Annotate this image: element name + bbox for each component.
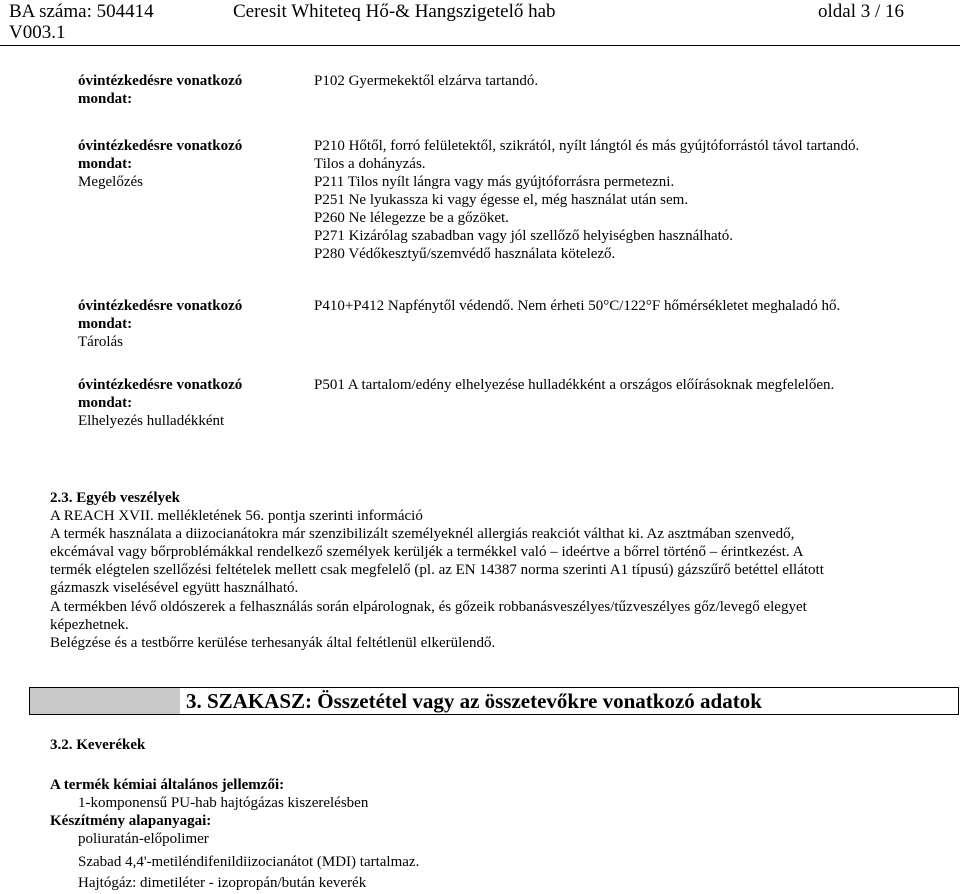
chemical-characterization-label: A termék kémiai általános jellemzői: xyxy=(50,777,285,793)
precaution-statements-prevention: P210 Hőtől, forró felületektől, szikrától, nyílt lángtól és más gyújtóforrástól távol tartandó. Tilos a dohányzás. P211 Tilos nyílt lángra vagy más gyújtóforrásra permetezni. P251 Ne lyukassza ki vagy égesse el, még használat után sem. P260 Ne lélegezze be a gőzöket. P271 Kizárólag szabadban vagy jól szellőző helyiségben használható. P280 Védőkesztyű/szemvédő használata kötelező. xyxy=(314,138,860,262)
version: V003.1 xyxy=(9,22,66,43)
base-materials-label: Készítmény alapanyagai: xyxy=(50,813,212,829)
mixtures-heading: 3.2. Keverékek xyxy=(50,737,146,753)
section-3-title: 3. SZAKASZ: Összetétel vagy az összetevőkre vonatkozó adatok xyxy=(186,689,762,713)
section-bar-shade xyxy=(30,688,180,714)
other-hazards-heading: 2.3. Egyéb veszélyek xyxy=(50,490,180,506)
precaution-label-storage: óvintézkedésre vonatkozó mondat: Tárolás xyxy=(78,298,243,350)
precaution-label-disposal: óvintézkedésre vonatkozó mondat: Elhelyezés hulladékként xyxy=(78,377,243,429)
precaution-label: óvintézkedésre vonatkozó mondat: xyxy=(78,73,243,107)
chemical-characterization-value: 1-komponensű PU-hab hajtógázas kiszerelésben xyxy=(78,795,369,811)
product-name: Ceresit Whiteteq Hő-& Hangszigetelő hab xyxy=(233,1,556,22)
precaution-statements-storage: P410+P412 Napfénytől védendő. Nem érheti 50°C/122°F hőmérsékletet meghaladó hő. xyxy=(314,298,841,314)
page-number: oldal 3 / 16 xyxy=(818,1,905,22)
precaution-statements: P102 Gyermekektől elzárva tartandó. xyxy=(314,73,539,89)
precaution-label-prevention: óvintézkedésre vonatkozó mondat: Megelőzés xyxy=(78,138,243,190)
header-divider xyxy=(0,45,960,46)
section-3-title-bar xyxy=(29,687,959,715)
base-material-item: poliuratán-előpolimer xyxy=(78,831,209,847)
precaution-statements-disposal: P501 A tartalom/edény elhelyezése hulladékként a országos előírásoknak megfelelően. xyxy=(314,377,835,393)
other-hazards-section: 2.3. Egyéb veszélyek A REACH XVII. mellékletének 56. pontja szerinti információ A termék használata a diizocianátokra már szenzibilizált személyeknél allergiás reakciót válthat ki. Az asztmában szenvedő, ekcémával vagy bőrproblémákkal rendelkező személyek kerüljék a termékkel való – ideértve a bőrrel történő – érintkezést. A termék elégtelen szellőzési feltételek mellett csak megfelelő (pl. az EN 14387 norma szerinti A1 típusú) gázszűrő betéttel ellátott gázmaszk viselésével együtt használható. A termékben lévő oldószerek a felhasználás során elpárolognak, és gőzeik robbanásveszélyes/tűzveszélyes gőz/levegő elegyet képezhetnek. Belégzése és a testbőrre kerülése terhesanyák által feltétlenül elkerülendő. xyxy=(50,489,950,652)
base-material-item: Szabad 4,4'-metiléndifenildiizocianátot (MDI) tartalmaz. xyxy=(78,854,420,870)
base-material-item: Hajtógáz: dimetiléter - izopropán/bután keverék xyxy=(78,875,367,891)
ba-number: BA száma: 504414 xyxy=(9,1,154,22)
